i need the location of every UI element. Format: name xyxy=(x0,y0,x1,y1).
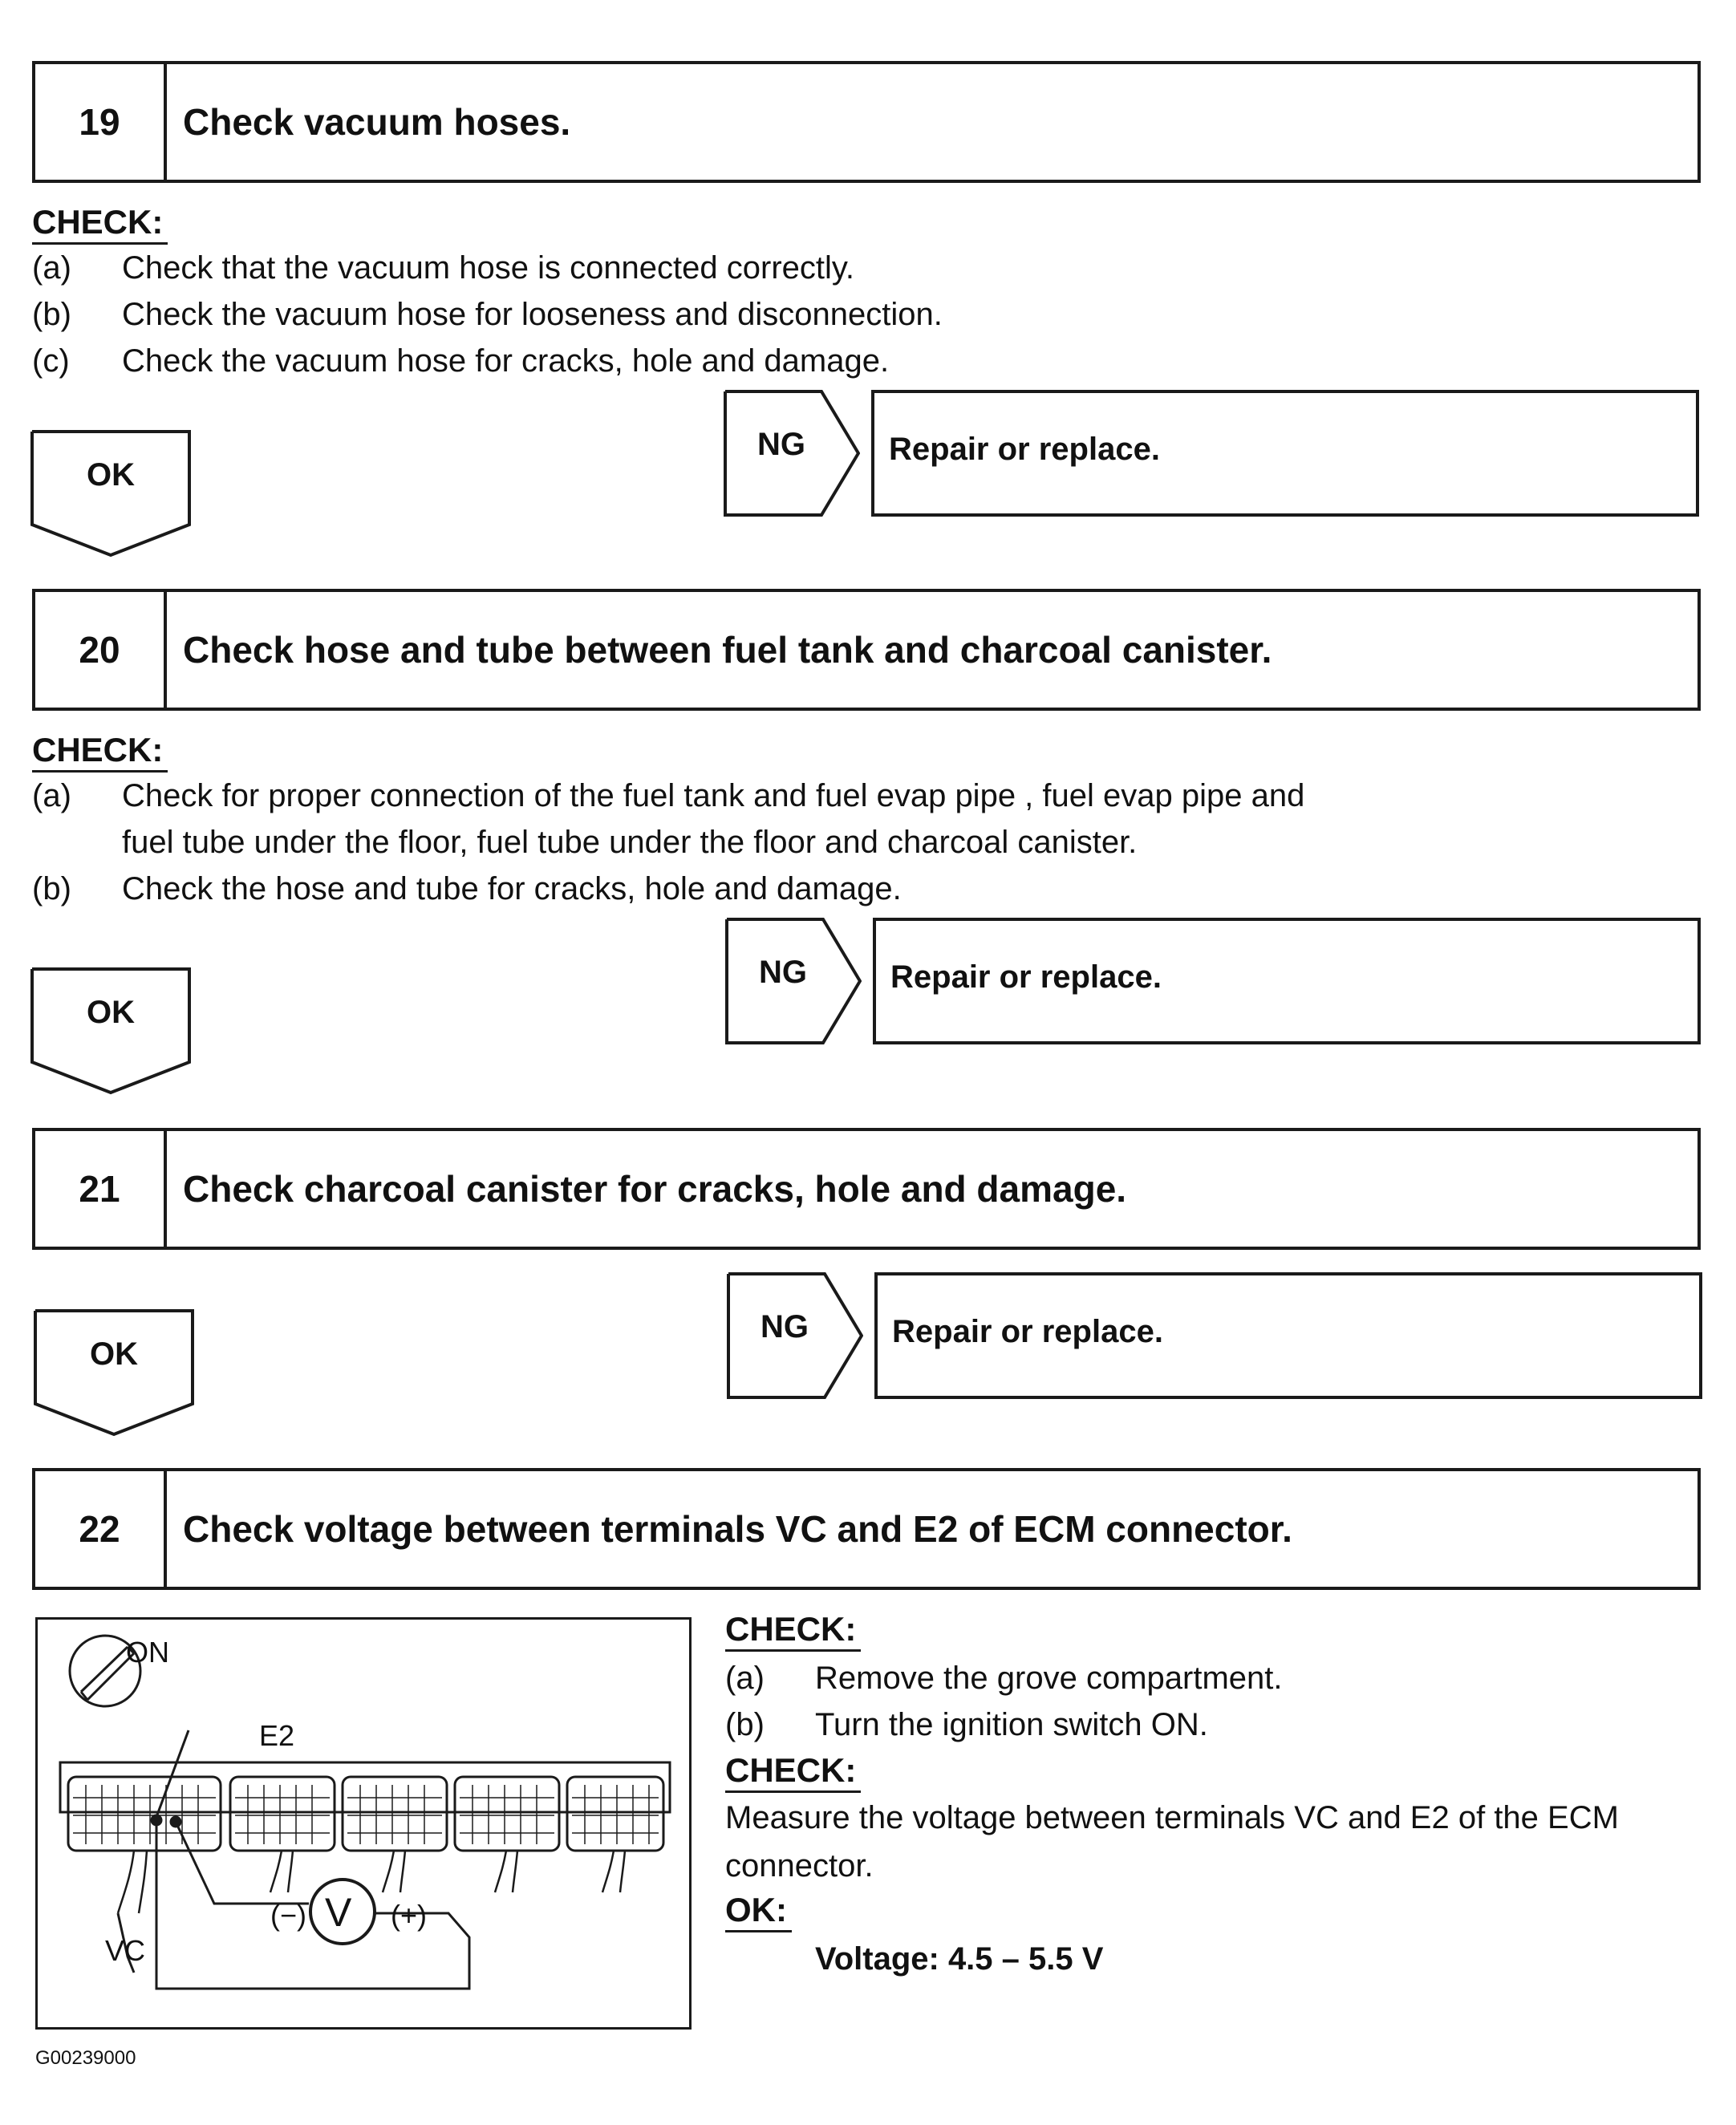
step-number: 22 xyxy=(35,1471,167,1587)
voltmeter-symbol: V xyxy=(325,1890,352,1935)
item-text: Turn the ignition switch ON. xyxy=(815,1707,1208,1742)
item-text: Check for proper connection of the fuel tank and fuel evap pipe , fuel evap pipe and xyxy=(122,778,1305,813)
step-title: Check vacuum hoses. xyxy=(183,101,571,143)
item-tag: (b) xyxy=(32,871,71,906)
ok-label: OK xyxy=(87,457,135,493)
item-tag: (a) xyxy=(32,778,71,813)
step-20-header xyxy=(32,589,1701,711)
step-number: 19 xyxy=(35,64,167,180)
ok-arrow xyxy=(30,967,191,1096)
ng-label: NG xyxy=(759,955,807,990)
ok-label: OK xyxy=(87,995,135,1030)
ok-arrow-shape xyxy=(30,967,191,1096)
item-text: fuel tube under the floor, fuel tube under the floor and charcoal canister. xyxy=(122,825,1138,860)
ng-action: Repair or replace. xyxy=(874,1272,1702,1399)
ng-box xyxy=(724,390,860,517)
ecm-connector-diagram xyxy=(35,1617,692,2030)
item-tag: (a) xyxy=(725,1661,765,1696)
ng-label: NG xyxy=(761,1309,809,1344)
item-text: Check the vacuum hose for looseness and disconnection. xyxy=(122,297,943,332)
ng-action: Repair or replace. xyxy=(871,390,1699,517)
ng-box xyxy=(727,1272,863,1399)
item-tag: (a) xyxy=(32,250,71,286)
check-instruction: Measure the voltage between terminals VC and E2 of the ECM xyxy=(725,1800,1619,1835)
ok-label: OK xyxy=(90,1336,138,1372)
ok-arrow xyxy=(30,430,191,558)
e2-terminal-label: E2 xyxy=(259,1719,295,1752)
item-tag: (c) xyxy=(32,343,70,379)
ecm-connector-drawing xyxy=(38,1620,694,2032)
ignition-on-label: ON xyxy=(126,1636,169,1669)
item-text: Check the hose and tube for cracks, hole and damage. xyxy=(122,871,902,906)
ok-arrow-shape xyxy=(34,1309,194,1438)
ok-arrow xyxy=(34,1309,194,1438)
ng-action: Repair or replace. xyxy=(873,918,1701,1044)
check-heading: CHECK: xyxy=(32,202,168,245)
step-19-header xyxy=(32,61,1701,183)
negative-lead-label: (−) xyxy=(270,1899,306,1932)
check-heading: CHECK: xyxy=(32,730,168,773)
item-tag: (b) xyxy=(725,1707,765,1742)
step-number: 20 xyxy=(35,592,167,708)
step-title: Check voltage between terminals VC and E2 of ECM connector. xyxy=(183,1508,1292,1550)
item-tag: (b) xyxy=(32,297,71,332)
figure-code: G00239000 xyxy=(35,2047,136,2069)
item-text: Check the vacuum hose for cracks, hole and damage. xyxy=(122,343,890,379)
positive-lead-label: (+) xyxy=(391,1899,427,1932)
ok-arrow-shape xyxy=(30,430,191,558)
ng-box xyxy=(725,918,862,1044)
check-heading: CHECK: xyxy=(725,1609,861,1652)
voltage-spec: Voltage: 4.5 – 5.5 V xyxy=(815,1941,1104,1977)
step-21-header xyxy=(32,1128,1701,1250)
check-instruction-continuation: connector. xyxy=(725,1848,874,1884)
step-title: Check charcoal canister for cracks, hole and damage. xyxy=(183,1168,1127,1210)
item-text: Remove the grove compartment. xyxy=(815,1661,1283,1696)
ok-spec-heading: OK: xyxy=(725,1890,792,1932)
meter-leads xyxy=(118,1730,469,1989)
check-heading: CHECK: xyxy=(725,1750,861,1793)
vc-terminal-label: VC xyxy=(105,1934,146,1967)
item-text: Check that the vacuum hose is connected correctly. xyxy=(122,250,855,286)
step-title: Check hose and tube between fuel tank and charcoal canister. xyxy=(183,629,1272,671)
step-number: 21 xyxy=(35,1131,167,1247)
ng-label: NG xyxy=(757,427,805,462)
step-22-header xyxy=(32,1468,1701,1590)
